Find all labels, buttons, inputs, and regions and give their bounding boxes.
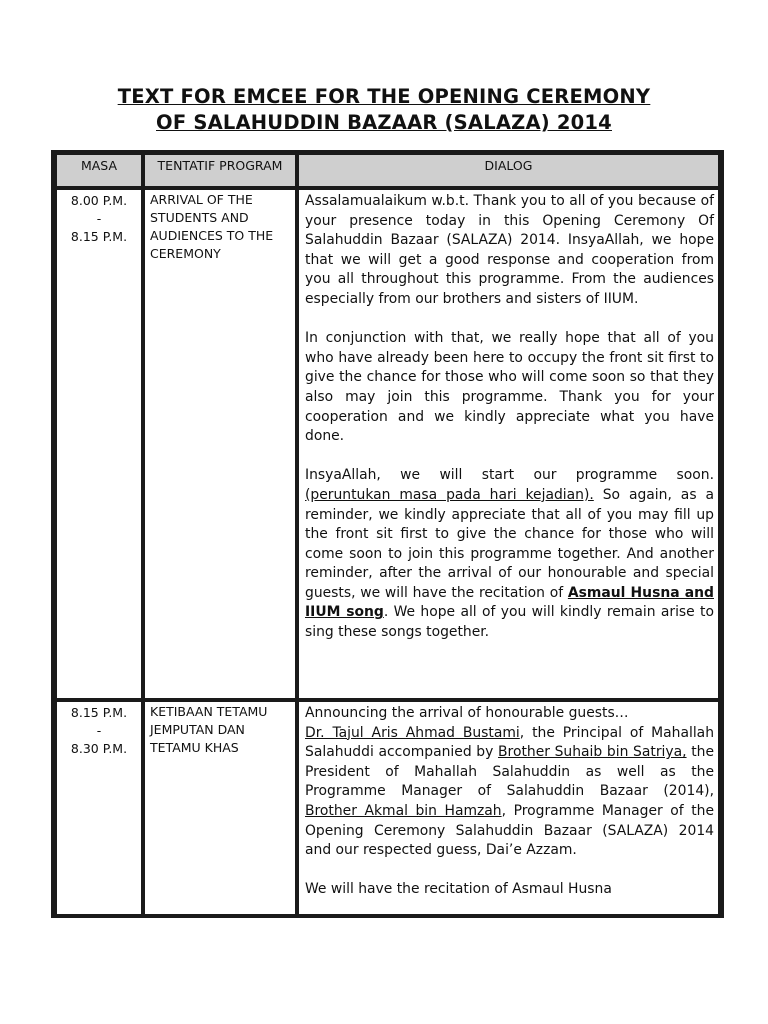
row-2-dialog: [299, 702, 718, 914]
row-1-p3-song-name: Asmaul Husna and IIUM song: [305, 584, 714, 621]
row-1-p3-end: . We hope all of you will kindly remain arise to sing these songs together.: [305, 604, 715, 641]
row-1-program: ARRIVAL OF THE STUDENTS AND AUDIENCES TO THE CEREMONY: [145, 190, 295, 698]
row-1-time-start: 8.00 P.M.: [70, 193, 128, 208]
row-1-paragraph-1: Assalamualaikum w.b.t. Thank you to all of you because of your presence today in this Opening Ceremony Of Salahuddin Bazaar (SALAZA) 2014. InsyaAllah, we hope that we will get a good response and cooperation from you all throughout this programme. From the audiences especially from our brothers and sisters of IIUM.: [305, 193, 714, 307]
row-2-time-start: 8.15 P.M.: [70, 705, 128, 720]
row-1-time-separator: -: [96, 211, 102, 226]
row-2-paragraph-1: Announcing the arrival of honourable guests…: [305, 705, 629, 721]
title-line-2: OF SALAHUDDIN BAZAAR (SALAZA) 2014: [156, 111, 612, 134]
title-line-1: TEXT FOR EMCEE FOR THE OPENING CEREMONY: [117, 85, 651, 108]
row-2-time: [57, 702, 141, 914]
row-2-paragraph-3: We will have the recitation of Asmaul Husna: [305, 881, 612, 898]
row-2-guest-president: Brother Suhaib bin Satriya,: [498, 744, 687, 761]
row-2-time-separator: -: [96, 723, 102, 738]
document-title: [0, 84, 768, 136]
row-2-guest-principal: Dr. Tajul Aris Ahmad Bustami: [305, 724, 520, 741]
row-1-paragraph-3: [305, 466, 714, 642]
emcee-table: [51, 150, 724, 918]
row-1-p3-body: So again, as a reminder, we kindly appreciate that all of you may fill up the front sit first to give the chance for those who will come soon to join this programme together. And another reminder, after the arrival of our honourable and special guests, we will have the recitation of: [305, 486, 714, 601]
row-2-guest-manager: Brother Akmal bin Hamzah: [305, 802, 502, 819]
row-1-p3-start: InsyaAllah, we will start our programme soon.: [305, 467, 714, 484]
header-tentatif-program: TENTATIF PROGRAM: [145, 155, 295, 186]
row-2-program: KETIBAAN TETAMU JEMPUTAN DAN TETAMU KHAS: [145, 702, 295, 914]
row-2-paragraph-2: [305, 724, 714, 861]
row-1-time-end: 8.15 P.M.: [70, 229, 128, 244]
header-masa: MASA: [57, 155, 141, 186]
row-1-dialog: [299, 190, 718, 698]
row-1-p3-time-note: (peruntukan masa pada hari kejadian).: [305, 486, 594, 503]
row-2-time-end: 8.30 P.M.: [70, 741, 128, 756]
row-2-text-2: the President of Mahallah Salahuddin as well as the Programme Manager of Salahuddin Bazaar (2014),: [305, 744, 715, 800]
row-1-time: [57, 190, 141, 698]
header-dialog: DIALOG: [299, 155, 718, 186]
row-2-text-1: , the Principal of Mahallah Salahuddi accompanied by: [305, 724, 714, 761]
row-2-text-3: , Programme Manager of the Opening Ceremony Salahuddin Bazaar (SALAZA) 2014 and our respected guess, Dai’e Azzam.: [305, 802, 714, 859]
row-1-paragraph-2: In conjunction with that, we really hope that all of you who have already been here to occupy the front sit first to give the chance for those who will come soon so that they also may join this programme. Thank you for your cooperation and we kindly appreciate what you have done.: [305, 330, 714, 445]
